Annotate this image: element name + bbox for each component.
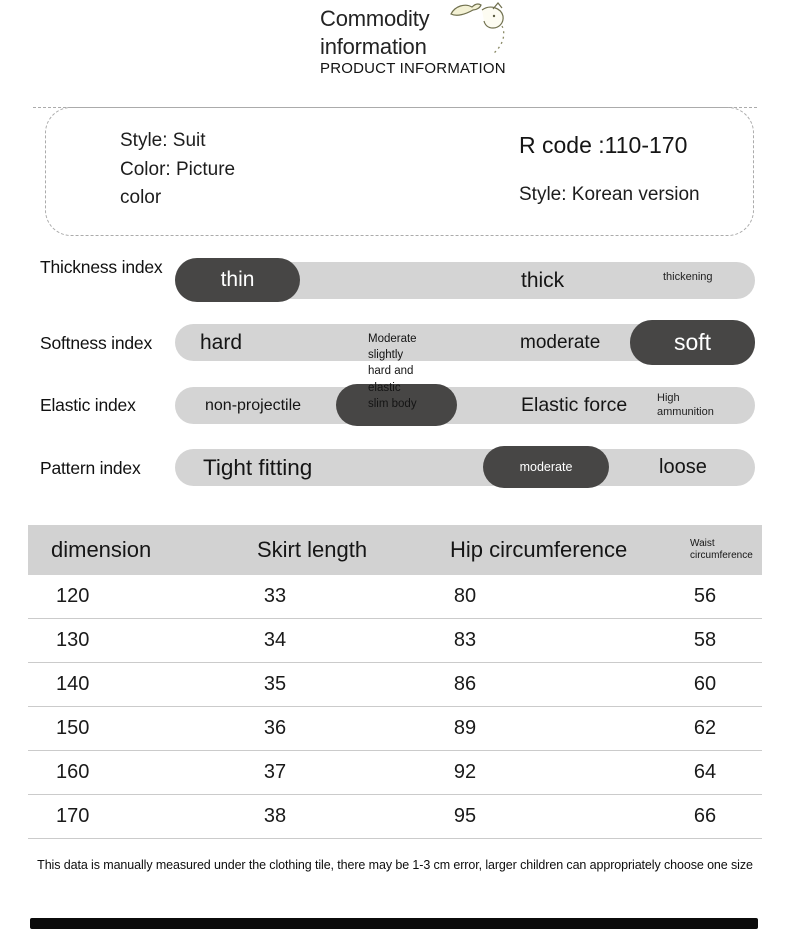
overlay-line-4: elastic <box>368 381 401 394</box>
softness-index-label: Softness index <box>40 333 152 353</box>
cell-skirt: 35 <box>263 673 287 695</box>
pattern-loose-label: loose <box>659 456 707 478</box>
r-code-text: R code :110-170 <box>519 132 688 158</box>
bottom-divider-bar <box>30 918 758 929</box>
size-table-header <box>28 525 762 575</box>
table-row <box>28 575 762 619</box>
cell-size: 160 <box>56 761 90 783</box>
table-row <box>28 619 762 663</box>
cell-hip: 86 <box>453 673 477 695</box>
page-title-line2: information <box>320 33 427 59</box>
style-version-text: Style: Korean version <box>519 184 700 205</box>
elastic-nonprojectile-label: non-projectile <box>205 397 302 414</box>
cell-size: 120 <box>56 585 90 607</box>
cell-waist: 56 <box>693 585 717 607</box>
size-table <box>28 525 762 839</box>
thickness-thick-label: thick <box>521 269 565 292</box>
waist-header-line1: Waist <box>690 538 715 549</box>
table-row <box>28 795 762 839</box>
elastic-index-label: Elastic index <box>40 395 136 415</box>
thickness-thickening-label: thickening <box>663 271 713 283</box>
overlay-line-1: Moderate <box>368 333 417 345</box>
cell-hip: 89 <box>453 717 477 739</box>
page-subtitle: PRODUCT INFORMATION <box>320 60 506 77</box>
high-ammo-line2: ammunition <box>657 405 714 418</box>
page-title-line1: Commodity <box>320 6 430 31</box>
page-title <box>320 5 429 60</box>
header-dimension: dimension <box>51 537 152 562</box>
softness-moderate-label: moderate <box>520 332 601 353</box>
overlay-line-3: hard and <box>368 365 414 378</box>
style-line: Style: Suit <box>120 130 206 151</box>
cell-hip: 95 <box>453 805 477 827</box>
cell-size: 130 <box>56 629 90 651</box>
elastic-force-label: Elastic force <box>521 394 628 416</box>
table-row <box>28 751 762 795</box>
cell-waist: 58 <box>693 629 717 651</box>
header-hip-circumference: Hip circumference <box>450 537 628 562</box>
header-skirt-length: Skirt length <box>257 537 368 562</box>
cell-waist: 62 <box>693 717 717 739</box>
thickness-index-label: Thickness index <box>40 257 163 277</box>
cell-hip: 92 <box>453 761 477 783</box>
cell-waist: 64 <box>693 761 717 783</box>
cell-skirt: 37 <box>263 761 287 783</box>
pattern-tight-fitting-label: Tight fitting <box>203 455 313 480</box>
cell-size: 150 <box>56 717 90 739</box>
cell-skirt: 38 <box>263 805 287 827</box>
elastic-high-ammunition-label <box>657 392 714 419</box>
cell-waist: 66 <box>693 805 717 827</box>
color-line-2: color <box>120 187 162 208</box>
table-row <box>28 707 762 751</box>
waist-header-line2: circumference <box>690 550 753 561</box>
high-ammo-line1: High <box>657 392 680 404</box>
pattern-pill-moderate: moderate <box>483 446 609 488</box>
cell-skirt: 36 <box>263 717 287 739</box>
softness-pill-soft: soft <box>630 320 755 365</box>
table-row <box>28 663 762 707</box>
cell-hip: 83 <box>453 629 477 651</box>
cell-size: 140 <box>56 673 90 695</box>
header-waist-circumference <box>690 538 753 562</box>
softness-hard-label: hard <box>200 331 243 354</box>
overlay-line-2: slightly <box>368 349 404 362</box>
overlay-line-5: slim body <box>368 397 417 410</box>
cell-waist: 60 <box>693 673 717 695</box>
pattern-index-label: Pattern index <box>40 458 141 478</box>
softness-overlay-note <box>368 331 417 412</box>
cell-size: 170 <box>56 805 90 827</box>
measurement-note: This data is manually measured under the clothing tile, there may be 1-3 cm error, larger children can appropriately choose one size <box>37 858 753 872</box>
cell-skirt: 34 <box>263 629 287 651</box>
info-card-left-text <box>120 127 235 213</box>
color-line-1: Color: Picture <box>120 158 236 180</box>
cell-hip: 80 <box>453 585 477 607</box>
cell-skirt: 33 <box>263 585 287 607</box>
thickness-pill-thin: thin <box>175 258 300 302</box>
doodle-sketch-icon <box>448 0 512 58</box>
